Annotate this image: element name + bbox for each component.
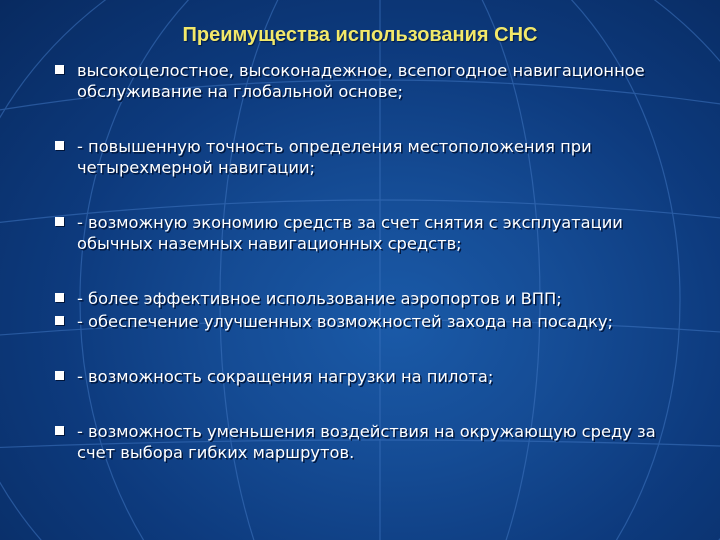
bullet-text: - более эффективное использование аэропортов и ВПП; — [77, 289, 562, 308]
bullet-text: - возможность сокращения нагрузки на пилота; — [77, 367, 494, 386]
slide-title: Преимущества использования СНС — [182, 24, 538, 46]
bullet-list — [50, 60, 690, 463]
bullet-square-icon — [55, 293, 64, 302]
bullet-square-icon — [55, 426, 64, 435]
bullet-square-icon — [55, 141, 64, 150]
bullet-item — [50, 212, 690, 254]
bullet-square-icon — [55, 217, 64, 226]
bullet-text: - возможную экономию средств за счет снятия с эксплуатации обычных наземных навигационных средств; — [77, 213, 623, 253]
bullet-item — [50, 311, 690, 332]
bullet-item — [50, 136, 690, 178]
bullet-item — [50, 60, 690, 102]
bullet-item — [50, 421, 690, 463]
bullet-square-icon — [55, 371, 64, 380]
bullet-square-icon — [55, 316, 64, 325]
bullet-item — [50, 288, 690, 309]
bullet-text: высокоцелостное, высоконадежное, всепогодное навигационное обслуживание на глобальной основе; — [77, 61, 645, 101]
bullet-text: - обеспечение улучшенных возможностей захода на посадку; — [77, 312, 614, 331]
bullet-square-icon — [55, 65, 64, 74]
bullet-text: - возможность уменьшения воздействия на окружающую среду за счет выбора гибких маршрутов. — [77, 422, 656, 462]
bullet-text: - повышенную точность определения местоположения при четырехмерной навигации; — [77, 137, 592, 177]
bullet-item — [50, 366, 690, 387]
